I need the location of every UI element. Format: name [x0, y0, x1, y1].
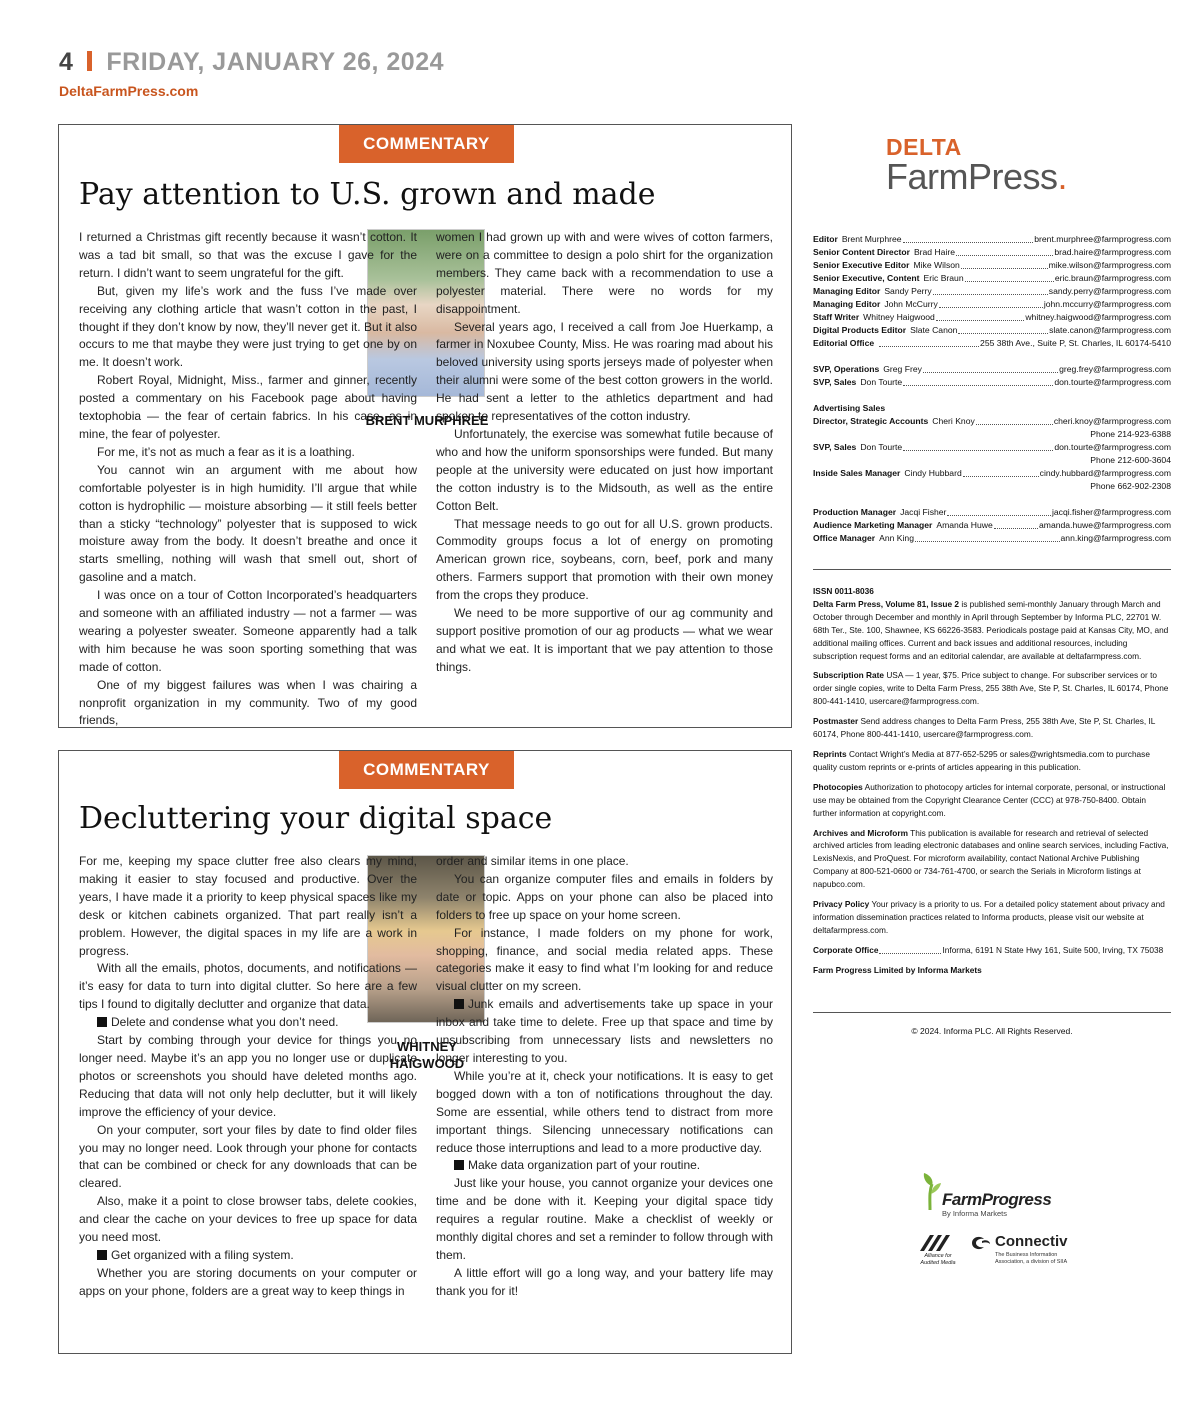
dot-leader: [963, 467, 1039, 477]
dot-leader: [994, 519, 1038, 529]
connectiv-line: Association, a division of SIIA: [995, 1258, 1068, 1265]
dot-leader: [915, 532, 1060, 542]
staff-row: [813, 376, 1171, 389]
tip-text: Get organized with a filing system.: [111, 1247, 294, 1262]
corp-text: Informa, 6191 N State Hwy 161, Suite 500, Irving, TX 75038: [942, 944, 1164, 955]
staff-name: Jacqi Fisher: [900, 507, 947, 517]
dot-leader: [936, 311, 1025, 321]
staff-phone: Phone 212-600-3604: [1090, 455, 1171, 465]
page-number: 4: [59, 48, 74, 76]
staff-name: Sandy Perry: [884, 286, 932, 296]
divider: [813, 1012, 1171, 1013]
staff-contact: don.tourte@farmprogress.com: [1054, 377, 1171, 387]
staff-row: [813, 246, 1171, 259]
leaf-icon: [920, 1172, 942, 1212]
dot-leader: [958, 324, 1048, 334]
paragraph: While you’re at it, check your notifications. It is easy to get bogged down with a ton of notifications throughout the day. Some are essential, while others tend to distract from more important things. Silencing unnecessary notifications can reduce those interruptions and lead to a more productive day.: [436, 1068, 773, 1155]
staff-title: Senior Executive, Content: [813, 273, 920, 283]
staff-phone-row: [813, 454, 1171, 467]
folio-divider: [87, 51, 92, 71]
corp-label: Corporate Office: [813, 944, 879, 955]
staff-phone-row: [813, 428, 1171, 441]
staff-title: Managing Editor: [813, 286, 881, 296]
paragraph: One of my biggest failures was when I was chairing a nonprofit organization in my community. Two of my good friends,: [79, 677, 417, 728]
staff-name: Ann King: [879, 533, 914, 543]
paragraph: Whether you are storing documents on your computer or apps on your phone, folders are a great way to keep things in: [79, 1265, 417, 1298]
farmprogress-sub: By Informa Markets: [942, 1209, 1008, 1218]
staff-name: Eric Braun: [923, 273, 964, 283]
staff-title: Audience Marketing Manager: [813, 520, 933, 530]
tip-heading: [79, 1014, 417, 1032]
staff-row: [813, 324, 1171, 337]
staff-contact: ann.king@farmprogress.com: [1060, 533, 1171, 543]
staff-list: [813, 233, 1171, 545]
paragraph: Just like your house, you cannot organize your devices one time and be done with it. Keeping your digital space tidy requires a regular routine. Make a checklist of weekly or monthly digital chores and set a reminder to follow through with them.: [436, 1176, 773, 1262]
staff-contact: whitney.haigwood@farmprogress.com: [1025, 312, 1171, 322]
staff-title: Senior Executive Editor: [813, 260, 910, 270]
copyright: © 2024. Informa PLC. All Rights Reserved.: [911, 1026, 1073, 1036]
bullet-square-icon: [97, 1250, 107, 1260]
connectiv-line: The Business Information: [995, 1252, 1058, 1258]
staff-row: [813, 233, 1171, 246]
aam-text: [913, 1253, 963, 1266]
archives-block: [813, 827, 1171, 892]
dot-leader: [903, 376, 1053, 386]
staff-row: [813, 506, 1171, 519]
dot-leader: [903, 441, 1053, 451]
section-tag: COMMENTARY: [339, 751, 514, 789]
staff-title: Inside Sales Manager: [813, 468, 901, 478]
staff-contact: jacqi.fisher@farmprogress.com: [1051, 507, 1171, 517]
spacer: [813, 493, 1171, 506]
staff-name: Don Tourte: [860, 442, 903, 452]
connectiv-mark-icon: [970, 1234, 992, 1252]
staff-title: Editor: [813, 234, 838, 244]
staff-row: [813, 441, 1171, 454]
bullet-square-icon: [454, 1160, 464, 1170]
staff-contact: cindy.hubbard@farmprogress.com: [1039, 468, 1171, 478]
logo-farmpress-text: FarmPress: [886, 156, 1058, 197]
staff-contact: brent.murphree@farmprogress.com: [1034, 234, 1171, 244]
paragraph: With all the emails, photos, documents, and notifications — it’s easy for data to turn into digital clutter. So here are a few tips I found to digitally declutter and organize that data.: [79, 961, 417, 1012]
divider: [813, 569, 1171, 570]
staff-contact: brad.haire@farmprogress.com: [1054, 247, 1171, 257]
staff-name: Don Tourte: [860, 377, 903, 387]
staff-title: Director, Strategic Accounts: [813, 416, 929, 426]
staff-name: John McCurry: [884, 299, 938, 309]
staff-title: Office Manager: [813, 533, 876, 543]
paragraph: Unfortunately, the exercise was somewhat futile because of who and how the uniform sponsorships were funded. But many people at the university were educated on just how important the cotton industry is to the Midsouth, as well as the entire Cotton Belt.: [436, 426, 773, 513]
post-text: Send address changes to Delta Farm Press, 255 38th Ave, Ste P, St. Charles, IL 60174, Phone 800-441-1410, usercare@farmprogress.com.: [813, 716, 1156, 740]
staff-phone-row: [813, 480, 1171, 493]
staff-name: Cindy Hubbard: [904, 468, 962, 478]
article-box-2: [58, 750, 792, 1354]
fp-limited-text: Farm Progress Limited by Informa Markets: [813, 964, 982, 975]
paragraph: You can organize computer files and emails in folders by date or topic. Apps on your phone can also be placed into folders to free up space on your home screen.: [436, 871, 773, 922]
dot-leader: [879, 944, 941, 954]
staff-row: [813, 519, 1171, 532]
staff-contact: slate.canon@farmprogress.com: [1049, 325, 1171, 335]
staff-row: [813, 363, 1171, 376]
staff-title: Senior Content Director: [813, 247, 910, 257]
staff-name: Slate Canon: [910, 325, 958, 335]
dot-leader: [939, 298, 1043, 308]
staff-contact: cheri.knoy@farmprogress.com: [1053, 416, 1171, 426]
corporate-office: [813, 944, 1171, 957]
paragraph: I returned a Christmas gift recently because it wasn’t cotton. It was a tad bit small, so that was the excuse I gave for the return. I didn’t want to seem ungrateful for the gift.: [79, 230, 417, 280]
logo-farmpress: [886, 156, 1067, 198]
staff-phone: Phone 662-902-2308: [1090, 481, 1171, 491]
priv-text: Your privacy is a priority to us. For a detailed policy statement about privacy and information dissemination practices related to Informa products, please visit our website at deltafarmpress.com.: [813, 899, 1165, 935]
priv-label: Privacy Policy: [813, 899, 870, 910]
pub-text: is published semi-monthly January through March and October through December and monthly in April through September by Informa PLC, 22701 W. 68th Ter., Ste. 100, Shawnee, KS 66226-3583. Periodicals postage paid at Kansas City, MO, and additional mailing offices. Current and back issues and additional resources, including subscription request forms and an editorial calendar, are available at deltafarmpress.com.: [813, 598, 1169, 661]
issue-date: FRIDAY, JANUARY 26, 2024: [106, 48, 445, 76]
photocopies-block: [813, 781, 1171, 820]
folio-line: [59, 48, 444, 77]
article-column-2: [436, 853, 773, 1301]
staff-name: Cheri Knoy: [932, 416, 975, 426]
dot-leader: [933, 285, 1048, 295]
site-link[interactable]: DeltaFarmPress.com: [59, 83, 199, 99]
staff-name: Whitney Haigwood: [863, 312, 935, 322]
arch-text: This publication is available for research and retrieval of selected archived articles from leading electronic databases and online search services, including Factiva, LexisNexis, and ProQuest. For microform availability, contact National Archive Publishing Company at 800-521-0600 or 734-761-4700, or search the Serials in Microform listings at napubco.com.: [813, 827, 1169, 890]
tip-text: Make data organization part of your routine.: [468, 1158, 701, 1173]
staff-contact: 255 38th Ave., Suite P, St. Charles, IL 60174-5410: [980, 338, 1171, 348]
staff-name: Amanda Huwe: [936, 520, 993, 530]
privacy-block: [813, 898, 1171, 937]
connectiv-name: Connectiv: [995, 1233, 1068, 1250]
dot-leader: [879, 337, 979, 347]
fp-limited: [813, 964, 1171, 977]
staff-title: Staff Writer: [813, 312, 860, 322]
staff-contact: don.tourte@farmprogress.com: [1054, 442, 1171, 452]
staff-row: [813, 259, 1171, 272]
bullet-square-icon: [97, 1017, 107, 1027]
dot-leader: [923, 363, 1058, 373]
article-column-1: [79, 229, 417, 730]
paragraph: order and similar items in one place.: [436, 854, 629, 868]
dot-leader: [965, 272, 1054, 282]
paragraph: For me, keeping my space clutter free also clears my mind, making it easier to stay focused and productive. Over the years, I have made it a priority to keep physical spaces like my desk or kitchen cabinets organized. That part really isn’t a problem. However, the digital spaces in my life are a work in progress.: [79, 854, 417, 958]
staff-name: Brent Murphree: [841, 234, 902, 244]
staff-title: Managing Editor: [813, 299, 881, 309]
dot-leader: [903, 233, 1034, 243]
staff-contact: eric.braun@farmprogress.com: [1054, 273, 1171, 283]
rep-text: Contact Wright’s Media at 877-652-5295 or sales@wrightsmedia.com to purchase quality custom reprints or e-prints of articles appearing in this publication.: [813, 748, 1150, 772]
rep-label: Reprints: [813, 748, 847, 759]
staff-contact: greg.frey@farmprogress.com: [1059, 364, 1171, 374]
paragraph: But, given my life’s work and the fuss I’ve made over receiving any clothing article that wasn’t cotton in the past, I thought if they don’t know by now, they’ll never get it. But it also occurs to me that maybe they were just trying to get one by on me. It doesn’t work.: [79, 283, 417, 370]
logo-delta: DELTA: [886, 134, 962, 160]
dot-leader: [961, 259, 1048, 269]
aam-mark-icon: [918, 1234, 958, 1252]
arch-label: Archives and Microform: [813, 827, 908, 838]
byline-last: HAIGWOOD: [389, 1056, 465, 1071]
article-headline: Decluttering your digital space: [79, 801, 553, 836]
paragraph: We need to be more supportive of our ag community and support positive promotion of our ag products — what we wear and what we eat. It is important that we pay attention to those things.: [436, 606, 773, 674]
staff-title: SVP, Sales: [813, 377, 857, 387]
staff-contact: mike.wilson@farmprogress.com: [1048, 260, 1171, 270]
staff-row: [813, 285, 1171, 298]
staff-name: Mike Wilson: [913, 260, 960, 270]
staff-row: [813, 272, 1171, 285]
staff-contact: amanda.huwe@farmprogress.com: [1039, 520, 1171, 530]
section-tag: COMMENTARY: [339, 125, 514, 163]
publication-info: [813, 585, 1171, 984]
dot-leader: [956, 246, 1053, 256]
aam-line: Alliance for: [924, 1253, 952, 1259]
post-label: Postmaster: [813, 716, 859, 727]
staff-name: Greg Frey: [883, 364, 922, 374]
farmprogress-name: FarmProgress: [942, 1190, 1052, 1209]
photo-text: Authorization to photocopy articles for internal corporate, personal, or instructional use may be obtained from the Copyright Clearance Center (CCC) at 978-750-8400. Obtain further information at copyright.com.: [813, 781, 1166, 818]
paragraph: I was once on a tour of Cotton Incorporated’s headquarters and someone with an affiliated industry — not a farmer — was wearing a polyester sweater. Someone apparently had a talk with him because he was soon sporting something that was made of cotton.: [79, 588, 417, 674]
staff-title: SVP, Sales: [813, 442, 857, 452]
article-headline: Pay attention to U.S. grown and made: [79, 177, 656, 212]
advertising-heading: Advertising Sales: [813, 403, 886, 413]
staff-title: SVP, Operations: [813, 364, 880, 374]
dot-leader: [947, 506, 1051, 516]
issn-block: [813, 585, 1171, 662]
paragraph: Start by combing through your device for things you no longer need. Maybe it’s an app you no longer use or duplicate photos or screenshots you should have deleted months ago. Reducing that data will not only help declutter, but it will likely improve the efficiency of your device.: [79, 1033, 417, 1119]
subscription-block: [813, 669, 1171, 708]
paragraph: A little effort will go a long way, and your battery life may thank you for it!: [436, 1265, 773, 1298]
aam-line: Audited Media: [920, 1259, 956, 1266]
paragraph: Robert Royal, Midnight, Miss., farmer and ginner, recently posted a commentary on his Facebook page about having textophobia — the fear of certain fabrics. In his case, as in mine, the fear of polyester.: [79, 373, 417, 441]
issn: ISSN 0011-8036: [813, 586, 874, 596]
logo-dot: .: [1057, 156, 1068, 197]
paragraph: Several years ago, I received a call from Joe Huerkamp, a farmer in Noxubee County, Miss. He was roaring mad about his beloved university using sports jerseys made of polyester when their alumni were some of the best cotton growers in the world. He had sent a letter to the athletics department and had spoken to representatives of the cotton industry.: [436, 319, 773, 424]
article-column-2: [436, 229, 773, 677]
paragraph: For me, it’s not as much a fear as it is a loathing.: [97, 444, 355, 459]
staff-title: Editorial Office: [813, 338, 875, 348]
tip-paragraph: [436, 996, 773, 1068]
paragraph: On your computer, sort your files by date to find older files you may no longer need. Look through your phone for contacts that can be combined or check for any downloads that can be cleared.: [79, 1122, 417, 1191]
staff-row: [813, 311, 1171, 324]
tip-heading: [79, 1247, 417, 1265]
staff-phone: Phone 214-923-6388: [1090, 429, 1171, 439]
connectiv-sub: [995, 1252, 1067, 1265]
staff-contact: sandy.perry@farmprogress.com: [1048, 286, 1171, 296]
page-folio: [59, 48, 444, 99]
photo-label: Photocopies: [813, 781, 863, 792]
pub-title: Delta Farm Press, Volume 81, Issue 2: [813, 598, 960, 609]
staff-title: Digital Products Editor: [813, 325, 907, 335]
reprints-block: [813, 748, 1171, 774]
author-byline: BRENT MURPHREE: [365, 413, 489, 428]
staff-name: Brad Haire: [913, 247, 956, 257]
paragraph: women I had grown up with and were wives of cotton farmers, were on a committee to design a polo shirt for the organization members. They came back with a recommendation to use a polyester material. There were no words for my disappointment.: [436, 230, 773, 316]
staff-row: [813, 532, 1171, 545]
staff-contact: john.mccurry@farmprogress.com: [1043, 299, 1171, 309]
sub-label: Subscription Rate: [813, 670, 884, 681]
paragraph: That message needs to go out for all U.S. grown products. Commodity groups focus a lot of energy on promoting American grown rice, soybeans, corn, beef, pork and many others. Farmers support that promotion with their own money from the crops they produce.: [436, 516, 773, 603]
paragraph: You cannot win an argument with me about how comfortable polyester is in high humidity. I’ll argue that while cotton is hydrophilic — moisture absorbing — it still feels better than a sticky “technology” polyester that is supposed to wick moisture away from the body. It doesn’t breathe and once it starts smelling, nothing will wash that smell out, short of gasoline and a match.: [79, 462, 417, 585]
paragraph: For instance, I made folders on my phone for work, shopping, finance, and social media related apps. These categories make it easy to find what I’m looking for and reduce visual clutter on my screen.: [436, 925, 773, 994]
staff-row: [813, 298, 1171, 311]
spacer: [813, 350, 1171, 363]
byline-first: WHITNEY: [397, 1039, 457, 1054]
tip-text: Delete and condense what you don’t need.: [111, 1015, 339, 1030]
staff-row: [813, 337, 1171, 350]
article-box-1: [58, 124, 792, 728]
staff-title: Production Manager: [813, 507, 897, 517]
tip-text: Junk emails and advertisements take up space in your inbox and take time to delete. Free up that space and time by unsubscribing from unnecessary lists and newsletters no longer interesting to you.: [436, 997, 773, 1065]
spacer: [813, 389, 1171, 402]
staff-row: [813, 415, 1171, 428]
bullet-square-icon: [454, 999, 464, 1009]
dot-leader: [976, 415, 1053, 425]
staff-row: [813, 467, 1171, 480]
postmaster-block: [813, 715, 1171, 741]
tip-heading: [436, 1157, 773, 1175]
sub-text: USA — 1 year, $75. Price subject to change. For subscriber services or to order single copies, write to Delta Farm Press, 255 38th Ave, Ste P, St. Charles, IL 60174, Phone 800-441-1410, usercare@farmprogress.com.: [813, 670, 1169, 707]
paragraph: Also, make it a point to close browser tabs, delete cookies, and clear the cache on your devices to free up space for data you need most.: [79, 1194, 417, 1245]
article-column-1: [79, 853, 417, 1301]
